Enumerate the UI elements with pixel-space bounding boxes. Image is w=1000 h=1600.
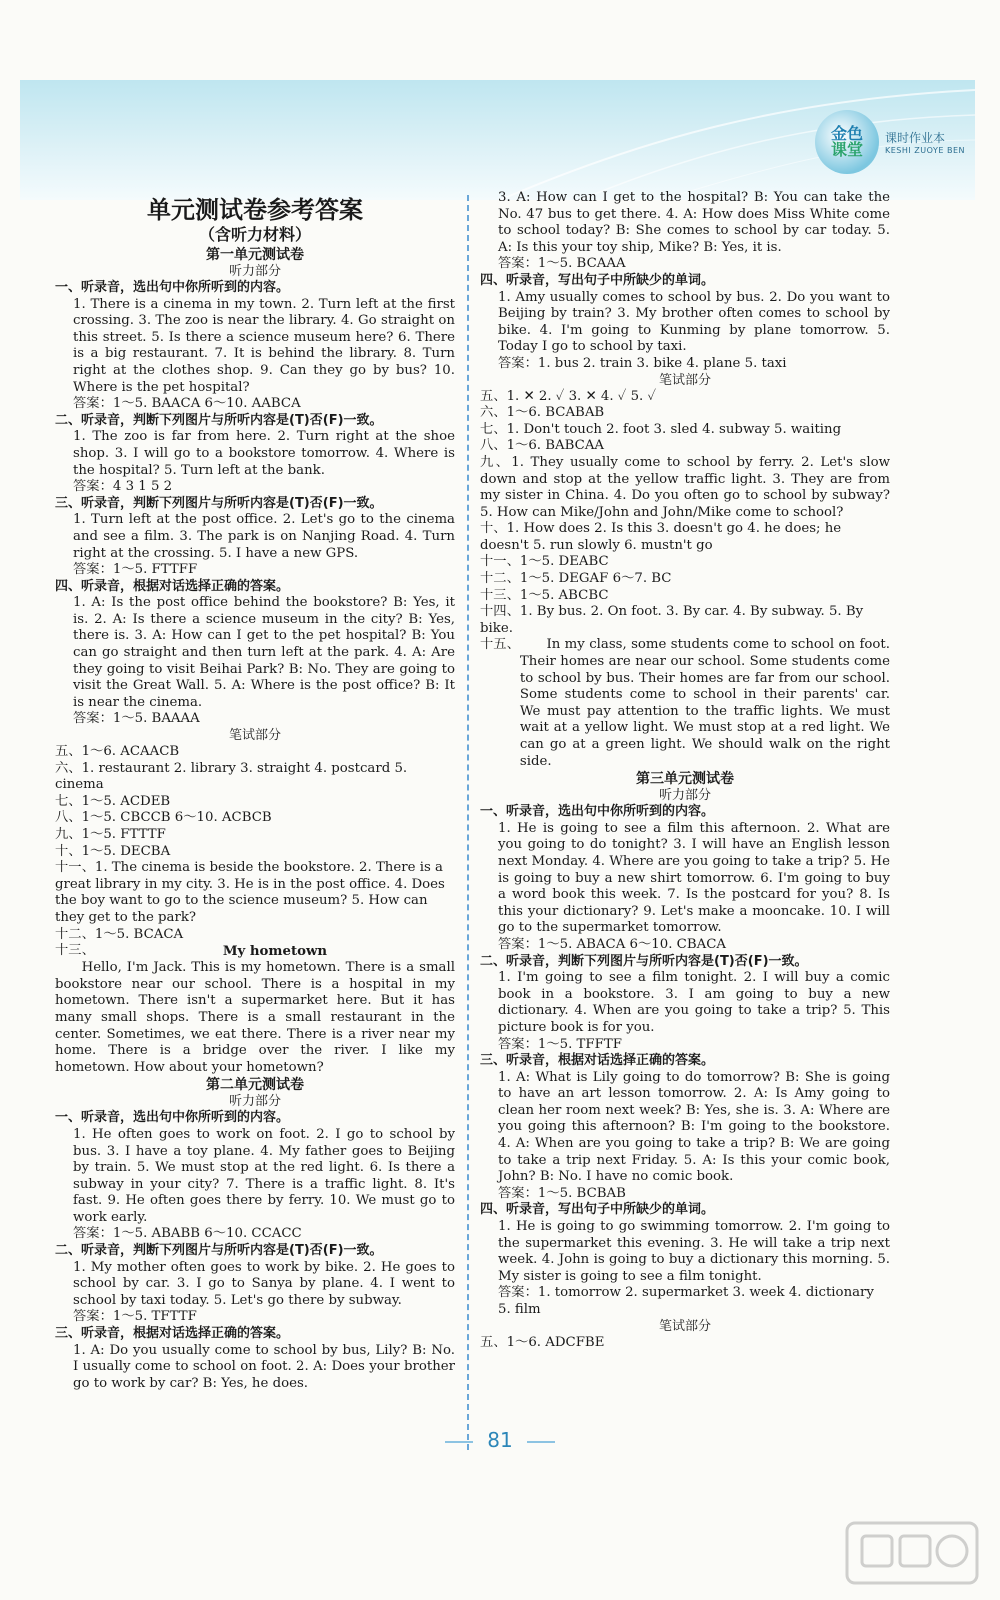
brand-line2: 课堂 bbox=[830, 140, 863, 159]
u2-q4-answer: 答案：1. bus 2. train 3. bike 4. plane 5. taxi bbox=[498, 355, 787, 371]
u3-w5: 五、1～6. ADCFBE bbox=[480, 1334, 605, 1350]
u2-w14: 十四、1. By bus. 2. On foot. 3. By car. 4. By subway. 5. By bike. bbox=[480, 604, 864, 636]
u1-w9: 九、1～5. FTTTF bbox=[55, 827, 166, 842]
u2-w11: 十一、1～5. DEABC bbox=[480, 554, 609, 570]
u1-w13 bbox=[55, 943, 455, 960]
unit1-title: 第一单元测试卷 bbox=[206, 247, 304, 263]
left-column bbox=[55, 190, 455, 1392]
u1-essay: Hello, I'm Jack. This is my hometown. There is a small bookstore near our school. There is a hospital in my hometown. There isn't a supermarket here. But it has many small shops. There is a small restaurant in the center. Sometimes, we eat there. There is a river near my home. There is a bridge over the river. I like my hometown. How about your hometown? bbox=[55, 960, 455, 1075]
u2-question-1: 一、听录音，选出句中你所听到的内容。 bbox=[55, 1110, 290, 1126]
u1-q4-answer: 答案：1～5. BAAAA bbox=[73, 711, 200, 727]
u3-question-1: 一、听录音，选出句中你所听到的内容。 bbox=[480, 804, 715, 820]
unit3-title: 第三单元测试卷 bbox=[636, 771, 734, 788]
u2-q3-answer: 答案：1～5. BCAAA bbox=[498, 256, 626, 272]
u2-q3-material: 1. A: Do you usually come to school by bus, Lily? B: No. I usually come to school on foot. 2. A: Does your brother go to work by car? B: Yes, he does. bbox=[73, 1342, 455, 1391]
u1-w6: 六、1. restaurant 2. library 3. straight 4. postcard 5. cinema bbox=[55, 760, 408, 793]
brand bbox=[815, 110, 965, 174]
u1-essay-title: My hometown bbox=[222, 944, 328, 960]
u2-w9: 九、1. They usually come to school by ferry. 2. Let's slow down and stop at the yellow traffic light. 3. They are from my sister in China. 4. Do you often go to school by subway? 5. How can Mike/John and John/Mike come to school? bbox=[480, 454, 890, 520]
u2-w10: 十、1. How does 2. Is this 3. doesn't go 4. he does; he doesn't 5. run slowly 6. mustn't go bbox=[480, 521, 842, 553]
u1-w10: 十、1～5. DECBA bbox=[55, 843, 171, 859]
u1-question-1: 一、听录音，选出句中你所听到的内容。 bbox=[55, 280, 290, 295]
unit1-listening-heading: 听力部分 bbox=[228, 264, 281, 279]
unit3-listening-heading: 听力部分 bbox=[658, 788, 711, 804]
u3-q4-material: 1. He is going to go swimming tomorrow. 2. I'm going to the supermarket this evening. 3. He will take a trip next week. 4. John is going to buy a dictionary this morning. 5. My sister is going to see a film tonight. bbox=[498, 1219, 890, 1284]
unit3-written-heading: 笔试部分 bbox=[658, 1318, 711, 1334]
u2-w8: 八、1～6. BABCAA bbox=[480, 438, 605, 454]
u2-question-4: 四、听录音，写出句子中所缺少的单词。 bbox=[480, 272, 715, 288]
unit2-title: 第二单元测试卷 bbox=[206, 1077, 304, 1094]
u1-q2-material: 1. The zoo is far from here. 2. Turn right at the shoe shop. 3. I will go to a bookstore tomorrow. 4. Where is the hospital? 5. Turn left at the bank. bbox=[73, 429, 455, 478]
unit2-listening-heading: 听力部分 bbox=[228, 1094, 281, 1110]
u2-w13: 十三、1～5. ABCBC bbox=[480, 587, 609, 603]
u1-question-2: 二、听录音，判断下列图片与所听内容是(T)否(F)一致。 bbox=[55, 412, 383, 428]
u1-w12: 十二、1～5. BCACA bbox=[55, 926, 184, 942]
u1-w13-label: 十三、 bbox=[55, 943, 95, 959]
column-divider bbox=[467, 195, 469, 1450]
u1-q4-material: 1. A: Is the post office behind the bookstore? B: Yes, it is. 2. A: Is there a science museum in the city? B: Yes, there is. 3. A: How can I get to the pet hospital? B: You can go straight and then turn left at the park. 4. A: Are they going to visit Beihai Park? B: No. They are going to visit the Great Wall. 5. A: Where is the post office? B: It is near the cinema. bbox=[73, 595, 455, 710]
u2-q1-answer: 答案：1～5. ABABB 6～10. CCACC bbox=[73, 1226, 302, 1242]
u2-w15 bbox=[480, 637, 890, 770]
u3-question-4: 四、听录音，写出句子中所缺少的单词。 bbox=[480, 1202, 715, 1218]
u3-q1-material: 1. He is going to see a film this afternoon. 2. What are you going to do tonight? 3. I will have an English lesson next Monday. 4. Where are you going to take a trip? 5. He is going to buy a new shirt tomorrow. 6. I'm going to buy a word book this week. 7. Is the postcard for you? 8. Is this your dictionary? 9. Let's make a mooncake. 10. I will go to the supermarket tomorrow. bbox=[498, 820, 890, 936]
u3-q4-answer: 答案：1. tomorrow 2. supermarket 3. week 4. dictionary 5. film bbox=[498, 1285, 874, 1317]
brand-subtitle: 课时作业本 bbox=[884, 131, 945, 145]
u2-w12: 十二、1～5. DEGAF 6～7. BC bbox=[480, 571, 672, 587]
page-title: 单元测试卷参考答案 bbox=[147, 196, 363, 224]
u2-w5: 五、1. ✕ 2. ✓ 3. ✕ 4. ✓ 5. ✓ bbox=[480, 388, 657, 404]
u2-essay: In my class, some students come to school on foot. Their homes are near our school. Some students come to school by bus. Their homes are far from our school. Some students come to school in their parents' car. We must pay attention to the traffic lights. We must wait at a yellow light. We must stop at a red light. We can go at a green light. We should walk on the right side. bbox=[519, 637, 890, 769]
u1-q2-answer: 答案：4 3 1 5 2 bbox=[73, 479, 173, 495]
u3-q3-material: 1. A: What is Lily going to do tomorrow? B: She is going to have an art lesson tomorrow. 2. A: Is Amy going to clean her room next week? B: Yes, she is. 3. A: Where are you going this afternoon? B: I'm going to the bookstore. 4. A: When are you going to take a trip? B: We are going to take a trip next Friday. 5. A: Is this your comic book, John? B: No. I have no comic book. bbox=[498, 1069, 890, 1185]
u2-q4-material: 1. Amy usually comes to school by bus. 2. Do you want to Beijing by train? 3. My brother often comes to school by bike. 4. I'm going to Kunming by plane tomorrow. 5. Today I go to school by taxi. bbox=[498, 289, 890, 355]
u1-question-3: 三、听录音，判断下列图片与所听内容是(T)否(F)一致。 bbox=[55, 495, 383, 511]
u2-q1-material: 1. He often goes to work on foot. 2. I go to school by bus. 3. I have a toy plane. 4. My father goes to Beijing by train. 5. We must stop at the red light. 6. Is there a subway in your city? 7. There is a traffic light. 8. It's fast. 9. He often goes there by ferry. 10. We must go to work early. bbox=[73, 1126, 455, 1225]
u1-w7: 七、1～5. ACDEB bbox=[55, 793, 171, 809]
u1-question-4: 四、听录音，根据对话选择正确的答案。 bbox=[55, 578, 290, 594]
unit1-written-heading: 笔试部分 bbox=[228, 728, 281, 744]
brand-pinyin: KESHI ZUOYE BEN bbox=[884, 146, 965, 155]
page-subtitle: （含听力材料） bbox=[198, 225, 311, 244]
u1-w8: 八、1～5. CBCCB 6～10. ACBCB bbox=[55, 810, 272, 826]
u3-q2-answer: 答案：1～5. TFFTF bbox=[498, 1036, 622, 1052]
u3-q3-answer: 答案：1～5. BCBAB bbox=[498, 1185, 626, 1201]
unit2-written-heading: 笔试部分 bbox=[658, 372, 711, 388]
u2-q3-material-cont: 3. A: How can I get to the hospital? B: You can take the No. 47 bus to get there. 4. A: How does Miss White come to school today? B: She comes to school by car today. 5. A: Is this your toy ship, Mike? B: Yes, it is. bbox=[498, 190, 890, 255]
right-column bbox=[480, 190, 890, 1351]
u2-w6: 六、1～6. BCABAB bbox=[480, 405, 605, 421]
u3-q1-answer: 答案：1～5. ABACA 6～10. CBACA bbox=[498, 936, 726, 952]
u2-w7: 七、1. Don't touch 2. foot 3. sled 4. subway 5. waiting bbox=[480, 421, 842, 437]
u2-question-2: 二、听录音，判断下列图片与所听内容是(T)否(F)一致。 bbox=[55, 1243, 383, 1259]
u1-q1-answer: 答案：1～5. BAACA 6～10. AABCA bbox=[73, 396, 301, 412]
watermark-logo bbox=[842, 1518, 982, 1588]
u3-q2-material: 1. I'm going to see a film tonight. 2. I will buy a comic book in a bookstore. 3. I am going to buy a new dictionary. 4. When are you going to take a trip? 5. This picture book is for you. bbox=[498, 970, 890, 1035]
u1-w5: 五、1～6. ACAACB bbox=[55, 744, 180, 760]
brand-logo bbox=[815, 110, 879, 174]
u3-question-3: 三、听录音，根据对话选择正确的答案。 bbox=[480, 1053, 715, 1069]
brand-line1: 金色 bbox=[830, 124, 863, 143]
page-number: 81 bbox=[0, 1428, 1000, 1452]
u2-w15-label: 十五、 bbox=[480, 637, 520, 653]
u1-q3-material: 1. Turn left at the post office. 2. Let's go to the cinema and see a film. 3. The park is on Nanjing Road. 4. Turn right at the crossing. 5. I have a new GPS. bbox=[73, 512, 455, 561]
u1-q1-material: 1. There is a cinema in my town. 2. Turn left at the first crossing. 3. The zoo is near the library. 4. Go straight on this street. 5. Is there a science museum here? 6. There is a big restaurant. 7. It is behind the library. 8. Turn right at the clothes shop. 9. Can they go by bus? 10. Where is the pet hospital? bbox=[73, 296, 455, 395]
u2-question-3: 三、听录音，根据对话选择正确的答案。 bbox=[55, 1326, 290, 1342]
u1-q3-answer: 答案：1～5. FTTFF bbox=[73, 562, 198, 578]
u1-w11: 十一、1. The cinema is beside the bookstore. 2. There is a great library in my city. 3. He is in the post office. 4. Does the boy want to go to the science museum? 5. How can they get to the park? bbox=[55, 860, 445, 925]
u3-question-2: 二、听录音，判断下列图片与所听内容是(T)否(F)一致。 bbox=[480, 953, 808, 969]
u2-q2-answer: 答案：1～5. TFTTF bbox=[73, 1309, 197, 1325]
u2-q2-material: 1. My mother often goes to work by bike. 2. He goes to school by car. 3. I go to Sanya by plane. 4. I went to school by taxi today. 5. Let's go there by subway. bbox=[73, 1259, 455, 1308]
